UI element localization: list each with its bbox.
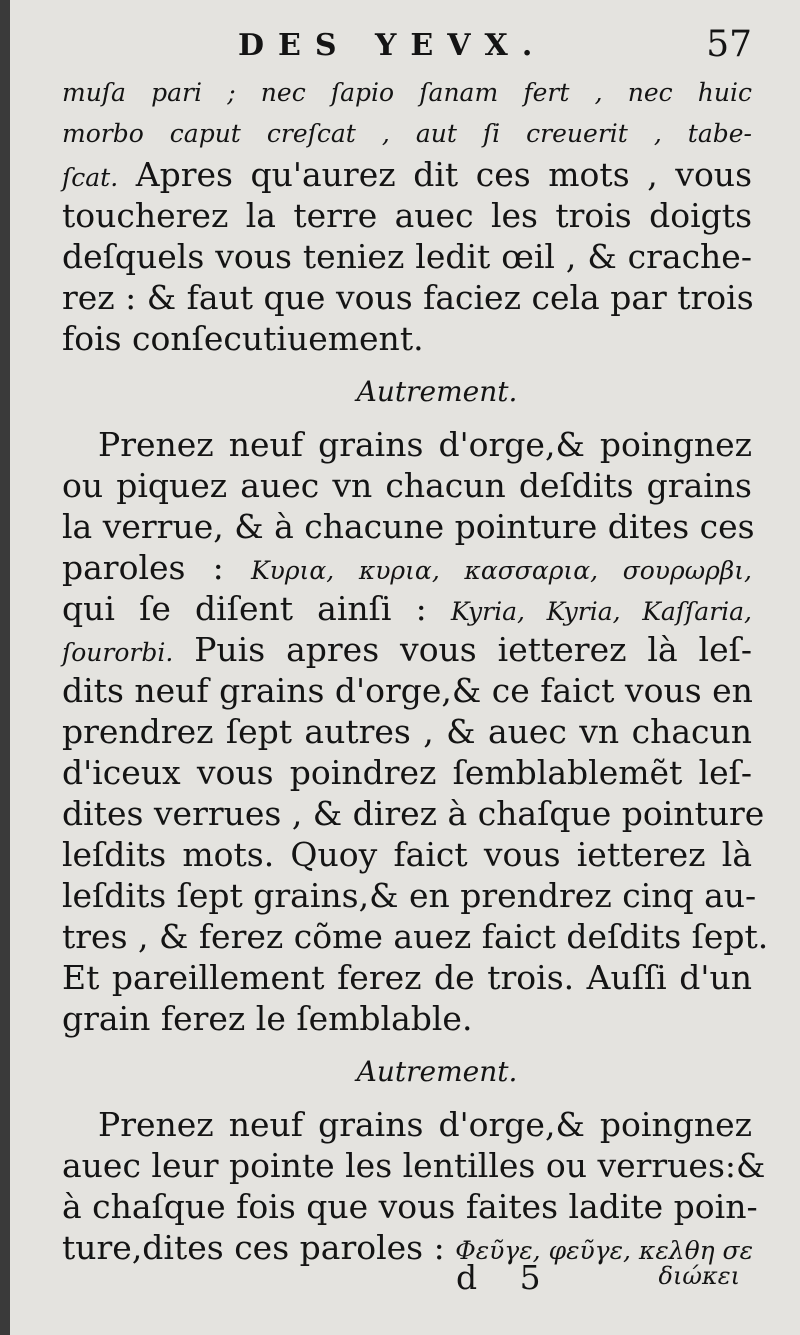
signature-mark: d 5 [456,1258,557,1297]
text-line: Prenez neuf grains d'orge,& poingnez [98,1105,752,1144]
running-title: DES YEVX. [238,28,547,63]
text-line [62,588,752,629]
catchword: διώκει [658,1262,740,1290]
text-line: rez : & faut que vous faciez cela par trois [62,278,754,317]
text-line: auec leur pointe les lentilles ou verrues:& [62,1146,766,1185]
text-line: la verrue, & à chacune pointure dites ces [62,507,755,546]
section-heading: Autrement. [356,375,518,408]
text-line: prendrez ſept autres , & auec vn chacun [62,712,752,751]
text-line: tres , & ferez cõme auez faict deſdits ſept. [62,917,769,956]
text-line [62,154,752,195]
text-line: dites verrues , & direz à chaſque pointure [62,794,765,833]
text-line: morbo caput creſcat , aut ſi creuerit , tabe- [62,119,752,148]
latin-word: ſcat. [62,163,119,192]
text-fragment: ture,dites ces paroles : [62,1228,456,1267]
text-line: deſquels vous teniez ledit œil , & crache- [62,237,752,276]
text-line [62,629,752,670]
text-line: leſdits mots. Quoy faict vous ietterez là [62,835,752,874]
text-line: leſdits ſept grains,& en prendrez cinq au- [62,876,757,915]
text-fragment: qui ſe diſent ainſi : [62,589,451,628]
greek-words: Φεῦγε, φεῦγε, κελθη σε [455,1236,754,1265]
page-number: 57 [706,24,752,65]
text-line: Prenez neuf grains d'orge,& poingnez [98,425,752,464]
text-line: ou piquez auec vn chacun deſdits grains [62,466,752,505]
text-line: toucherez la terre auec les trois doigts [62,196,752,235]
text-line: dits neuf grains d'orge,& ce faict vous en [62,671,753,710]
text-fragment: paroles : [62,548,251,587]
text-line: grain ferez le ſemblable. [62,999,473,1038]
greek-words: Κυρια, κυρια, κασσαρια, σουρωρβι, [250,556,752,585]
text-line: Et pareillement ferez de trois. Auſſi d'un [62,958,752,997]
latin-words: Kyria, Kyria, Kaſſaria, [450,597,752,626]
page-header [10,24,800,68]
text-line: fois conſecutiuement. [62,319,424,358]
section-heading: Autrement. [356,1055,518,1088]
text-fragment: Apres qu'aurez dit ces mots , vous [118,155,752,194]
latin-word: ſourorbi. [62,638,174,667]
page-text [62,72,769,1268]
text-fragment: Puis apres vous ietterez là leſ- [173,630,752,669]
text-line: à chaſque fois que vous faites ladite poin- [62,1187,758,1226]
page-footer [10,1258,800,1298]
text-line: muſa pari ; nec ſapio ſanam fert , nec huic [62,78,752,107]
text-line [62,547,752,588]
text-line: d'iceux vous poindrez ſemblablemẽt leſ- [62,753,752,792]
